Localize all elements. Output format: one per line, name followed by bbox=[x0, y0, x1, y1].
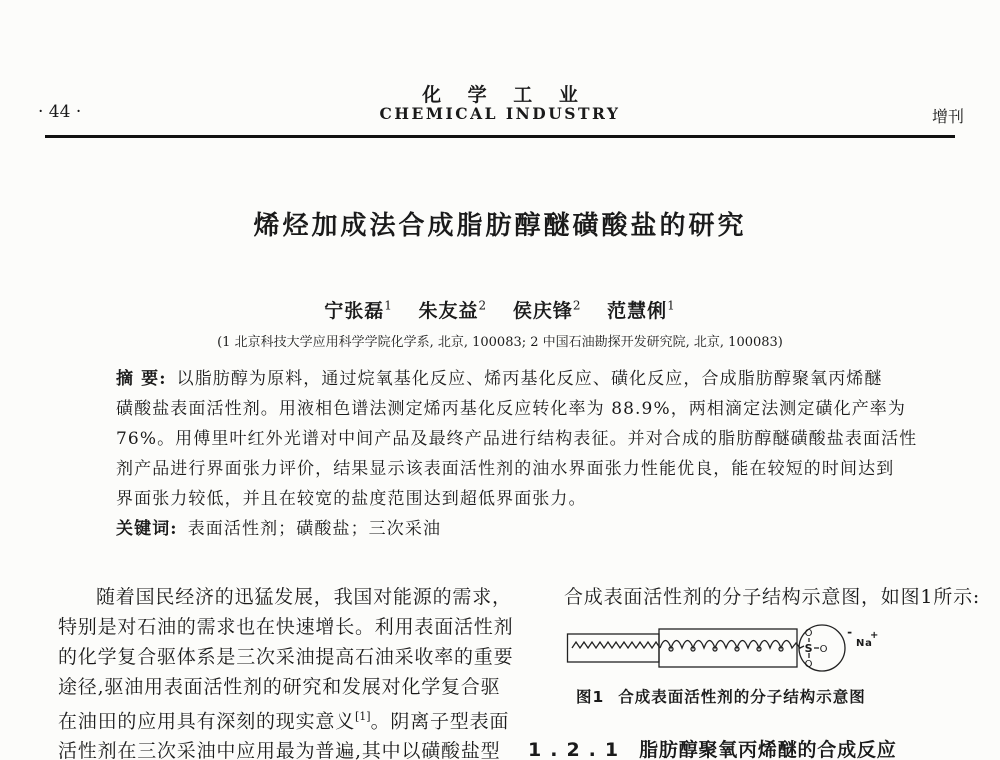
body-line bbox=[58, 702, 508, 736]
body-line: 的化学复合驱体系是三次采油提高石油采收率的重要 bbox=[58, 646, 514, 668]
citation-marker: [1] bbox=[355, 710, 371, 723]
polyether-chain-box bbox=[659, 629, 797, 667]
sodium-ion-label: Na bbox=[856, 638, 873, 649]
figure-1-caption bbox=[576, 686, 966, 708]
molecular-structure-diagram bbox=[566, 618, 886, 680]
body-line: 随着国民经济的迅猛发展，我国对能源的需求， bbox=[96, 586, 512, 608]
oxygen-atom-label: O bbox=[804, 628, 814, 639]
author-2 bbox=[419, 300, 488, 322]
journal-title-en: CHEMICAL INDUSTRY bbox=[379, 104, 621, 123]
author-3-affil-mark: 2 bbox=[572, 298, 582, 313]
body-line: 途径,驱油用表面活性剂的研究和发展对化学复合驱 bbox=[58, 676, 501, 698]
section-title: 脂肪醇聚氧丙烯醚的合成反应 bbox=[639, 739, 897, 760]
abstract-line: 磺酸盐表面活性剂。用液相色谱法测定烯丙基化反应转化率为 88.9%，两相滴定法测定磺化产率为 bbox=[116, 399, 907, 419]
article-title: 烯烃加成法合成脂肪醇醚磺酸盐的研究 bbox=[253, 211, 747, 241]
sulfur-atom-label: S bbox=[804, 642, 814, 655]
right-column bbox=[526, 582, 981, 760]
figure-1-caption-text: 合成表面活性剂的分子结构示意图 bbox=[618, 688, 866, 706]
abstract-label: 摘 要: bbox=[116, 369, 167, 389]
authors-line bbox=[0, 296, 1000, 323]
issue-label: 增刊 bbox=[931, 107, 964, 126]
author-1-name: 宁张磊 bbox=[324, 300, 385, 322]
keywords-text: 表面活性剂；磺酸盐；三次采油 bbox=[187, 519, 442, 539]
abstract-line bbox=[116, 364, 892, 394]
positive-charge-label: + bbox=[870, 630, 880, 641]
abstract-block bbox=[116, 364, 918, 544]
author-2-affil-mark: 2 bbox=[478, 298, 488, 313]
author-1 bbox=[324, 300, 393, 322]
body-line: 特别是对石油的需求也在快速增长。利用表面活性剂 bbox=[58, 616, 514, 638]
hydrophobic-tail-box bbox=[568, 634, 660, 662]
abstract-line: 76%。用傅里叶红外光谱对中间产品及最终产品进行结构表征。并对合成的脂肪醇醚磺酸盐表面活性 bbox=[116, 429, 918, 449]
author-4 bbox=[607, 300, 676, 322]
author-3 bbox=[513, 300, 582, 322]
page-number: · 44 · bbox=[38, 102, 82, 122]
negative-charge-label: - bbox=[847, 625, 853, 639]
abstract-line: 剂产品进行界面张力评价，结果显示该表面活性剂的油水界面张力性能优良，能在较短的时间达到 bbox=[116, 459, 895, 479]
figure-1-caption-label: 图1 bbox=[576, 688, 605, 706]
body-text: 。阴离子型表面 bbox=[370, 710, 510, 733]
section-number: 1.2.1 bbox=[528, 739, 628, 760]
abstract-text: 以脂肪醇为原料，通过烷氧基化反应、烯丙基化反应、磺化反应，合成脂肪醇聚氧丙烯醚 bbox=[176, 369, 883, 389]
keywords-line bbox=[116, 514, 892, 544]
author-2-name: 朱友益 bbox=[418, 300, 479, 322]
author-4-affil-mark: 1 bbox=[667, 298, 676, 313]
body-text: 在油田的应用具有深刻的现实意义 bbox=[58, 710, 356, 733]
journal-title-cn: 化 学 工 业 bbox=[422, 84, 588, 106]
author-1-affil-mark: 1 bbox=[384, 298, 393, 313]
author-3-name: 侯庆锋 bbox=[512, 300, 573, 322]
oxygen-atom-label: O bbox=[819, 644, 829, 655]
section-heading-1-2-1 bbox=[528, 738, 966, 760]
abstract-line: 界面张力较低，并且在较宽的盐度范围达到超低界面张力。 bbox=[116, 489, 587, 509]
left-column bbox=[58, 582, 514, 760]
alkyl-zigzag-chain bbox=[572, 642, 660, 648]
header-rule bbox=[45, 135, 955, 138]
affiliation: (1 北京科技大学应用科学学院化学系, 北京, 100083; 2 中国石油勘探开发研究院, 北京, 100083) bbox=[217, 335, 783, 350]
figure-intro-line: 合成表面活性剂的分子结构示意图，如图1所示: bbox=[564, 586, 981, 608]
oxygen-atom-label: O bbox=[804, 659, 814, 670]
body-columns bbox=[58, 582, 981, 760]
figure-1 bbox=[566, 618, 966, 680]
body-line: 活性剂在三次采油中应用最为普遍,其中以磺酸盐型 bbox=[58, 740, 501, 760]
keywords-label: 关键词: bbox=[116, 519, 178, 539]
author-4-name: 范慧俐 bbox=[607, 300, 668, 322]
